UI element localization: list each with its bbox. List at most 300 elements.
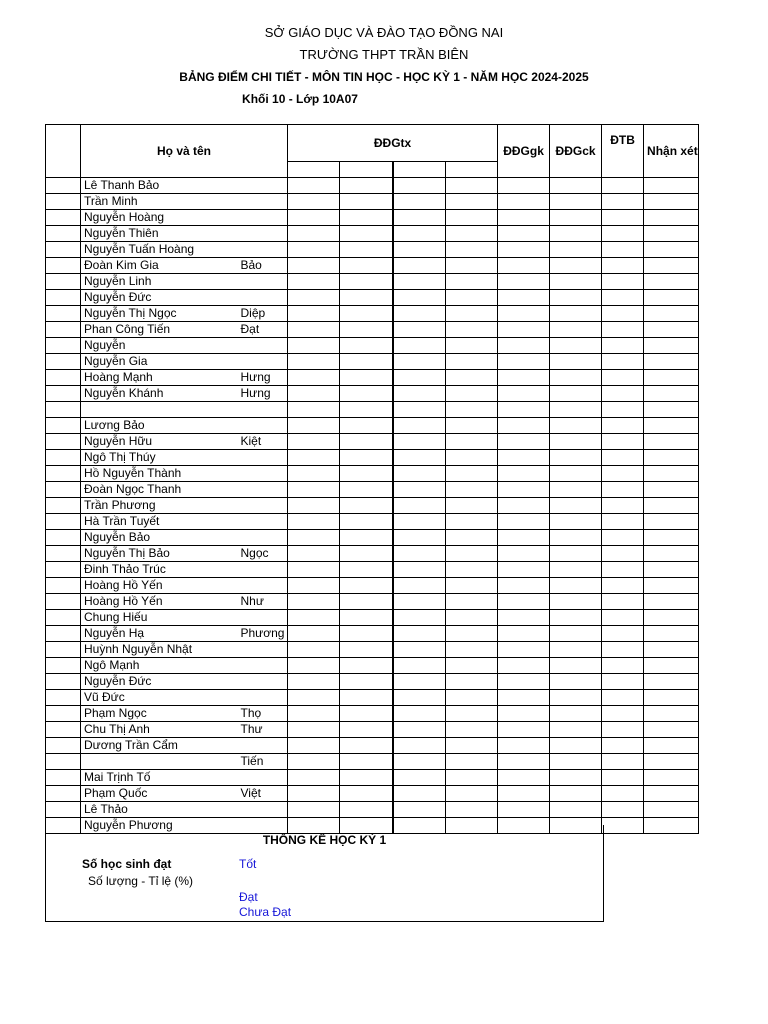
- ddgtx-cell-2: [340, 770, 393, 786]
- ddggk-cell: [498, 178, 550, 194]
- student-surname: Phan Công Tiến: [81, 322, 238, 338]
- nhanxet-cell: [644, 498, 699, 514]
- nhanxet-cell: [644, 578, 699, 594]
- ddgtx-cell-3: [393, 754, 446, 770]
- student-surname: Nguyễn Đức: [81, 674, 238, 690]
- name-header: Họ và tên: [81, 125, 288, 178]
- ddgtx-cell-2: [340, 738, 393, 754]
- ddgtx-cell-2: [340, 322, 393, 338]
- row-index-cell: [46, 386, 81, 402]
- row-index-cell: [46, 562, 81, 578]
- ddgtx-cell-3: [393, 514, 446, 530]
- student-surname: Nguyễn Linh: [81, 274, 238, 290]
- ddggk-cell: [498, 546, 550, 562]
- ddggk-cell: [498, 658, 550, 674]
- ddggk-cell: [498, 210, 550, 226]
- stats-section: [45, 825, 604, 922]
- table-row: [46, 386, 699, 402]
- ddgtx-cell-2: [340, 674, 393, 690]
- student-given-name: [238, 610, 288, 626]
- student-given-name: Bảo: [238, 258, 288, 274]
- nhanxet-cell: [644, 658, 699, 674]
- table-row: [46, 178, 699, 194]
- student-given-name: [238, 210, 288, 226]
- ddggk-cell: [498, 386, 550, 402]
- nhanxet-cell: [644, 738, 699, 754]
- row-index-cell: [46, 546, 81, 562]
- student-given-name: Thọ: [238, 706, 288, 722]
- ddgtx-cell-4: [446, 722, 498, 738]
- dtb-cell: [602, 530, 644, 546]
- student-surname: Mai Trịnh Tố: [81, 770, 238, 786]
- ddgck-cell: [550, 290, 602, 306]
- nhanxet-cell: [644, 706, 699, 722]
- student-given-name: [238, 178, 288, 194]
- student-surname: Nguyễn Bảo: [81, 530, 238, 546]
- ddgtx-cell-4: [446, 706, 498, 722]
- table-row: [46, 498, 699, 514]
- ddggk-cell: [498, 754, 550, 770]
- ddgtx-cell-1: [288, 610, 340, 626]
- nhanxet-cell: [644, 722, 699, 738]
- ddgtx-cell-2: [340, 338, 393, 354]
- nhanxet-cell: [644, 258, 699, 274]
- dtb-cell: [602, 370, 644, 386]
- table-row: [46, 354, 699, 370]
- student-given-name: Hưng: [238, 386, 288, 402]
- ddgtx-sub-3: [393, 162, 446, 178]
- table-row: [46, 450, 699, 466]
- class-line: Khối 10 - Lớp 10A07: [242, 92, 358, 106]
- ddgck-cell: [550, 258, 602, 274]
- ddgtx-cell-4: [446, 242, 498, 258]
- table-row: [46, 530, 699, 546]
- ddgtx-cell-2: [340, 194, 393, 210]
- ddgtx-cell-4: [446, 306, 498, 322]
- student-surname: Hoàng Hồ Yến: [81, 578, 238, 594]
- ddgtx-cell-1: [288, 514, 340, 530]
- row-index-cell: [46, 178, 81, 194]
- nhanxet-cell: [644, 482, 699, 498]
- ddgtx-cell-2: [340, 802, 393, 818]
- ddggk-cell: [498, 722, 550, 738]
- ddgck-cell: [550, 626, 602, 642]
- ddgtx-cell-3: [393, 658, 446, 674]
- ddgck-cell: [550, 706, 602, 722]
- ddgtx-cell-4: [446, 642, 498, 658]
- table-row: [46, 674, 699, 690]
- stats-level-tot: Tốt: [239, 857, 257, 871]
- dtb-cell: [602, 514, 644, 530]
- student-given-name: [238, 274, 288, 290]
- ddggk-cell: [498, 354, 550, 370]
- dtb-cell: [602, 610, 644, 626]
- table-row: [46, 770, 699, 786]
- stats-title: THỐNG KÊ HỌC KỲ 1: [262, 833, 387, 847]
- student-surname: Hoàng Mạnh: [81, 370, 238, 386]
- student-surname: Dương Trần Cẩm: [81, 738, 238, 754]
- ddgtx-cell-1: [288, 562, 340, 578]
- student-surname: Hồ Nguyễn Thành: [81, 466, 238, 482]
- ddgtx-cell-1: [288, 578, 340, 594]
- dtb-cell: [602, 322, 644, 338]
- dtb-cell: [602, 402, 644, 418]
- ddgtx-cell-3: [393, 770, 446, 786]
- dtb-cell: [602, 178, 644, 194]
- table-row: [46, 786, 699, 802]
- ddgtx-cell-1: [288, 226, 340, 242]
- ddgtx-cell-3: [393, 386, 446, 402]
- dtb-cell: [602, 658, 644, 674]
- nhanxet-cell: [644, 322, 699, 338]
- ddgck-cell: [550, 242, 602, 258]
- ddgtx-cell-4: [446, 210, 498, 226]
- ddgtx-cell-3: [393, 674, 446, 690]
- student-given-name: [238, 498, 288, 514]
- nhanxet-cell: [644, 770, 699, 786]
- ddgtx-cell-4: [446, 610, 498, 626]
- ddgtx-cell-2: [340, 386, 393, 402]
- student-surname: Đoàn Ngọc Thanh: [81, 482, 238, 498]
- department-name: SỞ GIÁO DỤC VÀ ĐÀO TẠO ĐỒNG NAI: [264, 25, 504, 40]
- row-index-cell: [46, 306, 81, 322]
- grade-table: [45, 124, 699, 834]
- student-surname: Lê Thanh Bảo: [81, 178, 238, 194]
- document-title: BẢNG ĐIỂM CHI TIẾT - MÔN TIN HỌC - HỌC KỲ 1 - NĂM HỌC 2024-2025: [179, 70, 589, 84]
- student-given-name: [238, 482, 288, 498]
- student-surname: Nguyễn Thiên: [81, 226, 238, 242]
- nhanxet-cell: [644, 338, 699, 354]
- ddgtx-cell-3: [393, 210, 446, 226]
- dtb-cell: [602, 306, 644, 322]
- dtb-cell: [602, 690, 644, 706]
- ddggk-cell: [498, 498, 550, 514]
- ddgtx-cell-2: [340, 450, 393, 466]
- ddgtx-cell-4: [446, 626, 498, 642]
- ddgtx-cell-4: [446, 482, 498, 498]
- student-given-name: [238, 514, 288, 530]
- ddgtx-cell-4: [446, 386, 498, 402]
- row-index-cell: [46, 578, 81, 594]
- nhanxet-cell: [644, 562, 699, 578]
- ddgtx-cell-1: [288, 210, 340, 226]
- ddgck-cell: [550, 194, 602, 210]
- ddgtx-cell-3: [393, 786, 446, 802]
- ddgtx-cell-3: [393, 306, 446, 322]
- ddgtx-cell-4: [446, 194, 498, 210]
- ddggk-cell: [498, 258, 550, 274]
- student-given-name: [238, 418, 288, 434]
- row-index-cell: [46, 466, 81, 482]
- ddggk-cell: [498, 610, 550, 626]
- table-row: [46, 370, 699, 386]
- ddgtx-cell-1: [288, 546, 340, 562]
- ddgtx-sub-2: [340, 162, 393, 178]
- stats-level-chua-dat: Chưa Đạt: [239, 905, 292, 919]
- table-row: [46, 402, 699, 418]
- row-index-cell: [46, 674, 81, 690]
- table-row: [46, 722, 699, 738]
- ddgck-cell: [550, 690, 602, 706]
- dtb-cell: [602, 386, 644, 402]
- ddgtx-cell-4: [446, 578, 498, 594]
- ddgtx-cell-1: [288, 674, 340, 690]
- ddgtx-cell-4: [446, 418, 498, 434]
- ddgck-cell: [550, 402, 602, 418]
- dtb-cell: [602, 626, 644, 642]
- ddgtx-cell-1: [288, 306, 340, 322]
- dtb-cell: [602, 802, 644, 818]
- student-surname: Hà Trần Tuyết: [81, 514, 238, 530]
- row-index-cell: [46, 370, 81, 386]
- ddggk-cell: [498, 306, 550, 322]
- ddgtx-cell-1: [288, 594, 340, 610]
- ddgtx-cell-4: [446, 370, 498, 386]
- ddggk-cell: [498, 226, 550, 242]
- dtb-cell: [602, 242, 644, 258]
- table-row: [46, 274, 699, 290]
- ddgtx-cell-2: [340, 242, 393, 258]
- dtb-cell: [602, 194, 644, 210]
- ddgtx-cell-2: [340, 706, 393, 722]
- nhanxet-cell: [644, 418, 699, 434]
- table-row: [46, 322, 699, 338]
- ddgtx-cell-4: [446, 290, 498, 306]
- table-row: [46, 562, 699, 578]
- ddgck-cell: [550, 434, 602, 450]
- student-given-name: [238, 562, 288, 578]
- ddgtx-cell-3: [393, 450, 446, 466]
- student-given-name: Như: [238, 594, 288, 610]
- row-index-cell: [46, 530, 81, 546]
- ddgtx-cell-2: [340, 754, 393, 770]
- ddgtx-cell-3: [393, 562, 446, 578]
- ddgtx-cell-3: [393, 194, 446, 210]
- ddgtx-cell-3: [393, 354, 446, 370]
- row-index-cell: [46, 642, 81, 658]
- ddgck-cell: [550, 386, 602, 402]
- ddgtx-cell-4: [446, 754, 498, 770]
- ddgtx-cell-3: [393, 594, 446, 610]
- ddgck-cell: [550, 546, 602, 562]
- ddgck-cell: [550, 370, 602, 386]
- ddgtx-cell-2: [340, 610, 393, 626]
- nhanxet-cell: [644, 530, 699, 546]
- ddgtx-cell-3: [393, 482, 446, 498]
- table-row: [46, 578, 699, 594]
- ddggk-cell: [498, 562, 550, 578]
- dtb-cell: [602, 818, 644, 834]
- dtb-cell: [602, 674, 644, 690]
- ddgtx-cell-2: [340, 626, 393, 642]
- ddgck-cell: [550, 338, 602, 354]
- ddgtx-cell-2: [340, 274, 393, 290]
- school-name: TRƯỜNG THPT TRẦN BIÊN: [299, 47, 469, 62]
- ddggk-cell: [498, 786, 550, 802]
- ddgck-cell: [550, 466, 602, 482]
- ddgck-cell: [550, 642, 602, 658]
- ddgtx-cell-3: [393, 578, 446, 594]
- nhanxet-cell: [644, 818, 699, 834]
- ddgtx-cell-1: [288, 274, 340, 290]
- row-index-cell: [46, 226, 81, 242]
- dtb-cell: [602, 594, 644, 610]
- ddgtx-cell-2: [340, 466, 393, 482]
- student-surname: Ngô Mạnh: [81, 658, 238, 674]
- ddgtx-cell-1: [288, 290, 340, 306]
- student-given-name: [238, 354, 288, 370]
- ddgtx-cell-4: [446, 338, 498, 354]
- row-index-cell: [46, 738, 81, 754]
- dtb-cell: [602, 434, 644, 450]
- ddgtx-cell-1: [288, 242, 340, 258]
- ddgtx-cell-1: [288, 786, 340, 802]
- ddgtx-cell-2: [340, 690, 393, 706]
- row-index-cell: [46, 402, 81, 418]
- ddggk-cell: [498, 594, 550, 610]
- ddgtx-cell-1: [288, 658, 340, 674]
- row-index-cell: [46, 802, 81, 818]
- student-surname: Nguyễn Tuấn Hoàng: [81, 242, 238, 258]
- nhanxet-cell: [644, 290, 699, 306]
- student-surname: Chung Hiếu: [81, 610, 238, 626]
- ddgtx-cell-1: [288, 322, 340, 338]
- ddgtx-cell-1: [288, 626, 340, 642]
- row-index-cell: [46, 450, 81, 466]
- student-surname: Nguyễn: [81, 338, 238, 354]
- student-given-name: Phương: [238, 626, 288, 642]
- dtb-cell: [602, 274, 644, 290]
- ddgck-cell: [550, 594, 602, 610]
- ddggk-cell: [498, 242, 550, 258]
- row-index-cell: [46, 706, 81, 722]
- student-surname: Phạm Quốc: [81, 786, 238, 802]
- nhanxet-cell: [644, 242, 699, 258]
- ddgtx-cell-3: [393, 722, 446, 738]
- row-index-cell: [46, 610, 81, 626]
- ddgtx-cell-2: [340, 354, 393, 370]
- nhanxet-header: Nhận xét: [644, 125, 699, 178]
- ddggk-cell: [498, 434, 550, 450]
- ddgtx-cell-4: [446, 402, 498, 418]
- ddggk-cell: [498, 194, 550, 210]
- ddgtx-sub-4: [446, 162, 498, 178]
- ddgtx-cell-2: [340, 178, 393, 194]
- student-surname: Lê Thảo: [81, 802, 238, 818]
- ddgtx-cell-2: [340, 578, 393, 594]
- nhanxet-cell: [644, 786, 699, 802]
- ddgtx-cell-1: [288, 194, 340, 210]
- ddggk-cell: [498, 530, 550, 546]
- ddgtx-cell-4: [446, 322, 498, 338]
- ddgtx-cell-2: [340, 786, 393, 802]
- student-given-name: [238, 402, 288, 418]
- ddgck-cell: [550, 418, 602, 434]
- nhanxet-cell: [644, 402, 699, 418]
- ddgck-cell: [550, 738, 602, 754]
- ddggk-cell: [498, 274, 550, 290]
- table-row: [46, 482, 699, 498]
- ddgtx-cell-3: [393, 498, 446, 514]
- ddgtx-cell-2: [340, 546, 393, 562]
- ddgtx-cell-4: [446, 786, 498, 802]
- ddgck-cell: [550, 674, 602, 690]
- ddgtx-cell-3: [393, 402, 446, 418]
- student-given-name: [238, 642, 288, 658]
- student-given-name: Thư: [238, 722, 288, 738]
- ddgck-cell: [550, 354, 602, 370]
- ddgtx-cell-4: [446, 738, 498, 754]
- table-row: [46, 626, 699, 642]
- ddgtx-cell-2: [340, 210, 393, 226]
- student-given-name: [238, 450, 288, 466]
- row-index-cell: [46, 418, 81, 434]
- row-index-cell: [46, 194, 81, 210]
- ddggk-cell: [498, 338, 550, 354]
- ddgck-cell: [550, 306, 602, 322]
- row-index-cell: [46, 786, 81, 802]
- nhanxet-cell: [644, 178, 699, 194]
- student-surname: Huỳnh Nguyễn Nhật: [81, 642, 238, 658]
- dtb-cell: [602, 290, 644, 306]
- student-surname: Nguyễn Phương: [81, 818, 238, 834]
- table-row: [46, 546, 699, 562]
- ddgck-cell: [550, 322, 602, 338]
- nhanxet-cell: [644, 642, 699, 658]
- ddgtx-cell-3: [393, 626, 446, 642]
- table-row: [46, 194, 699, 210]
- row-index-cell: [46, 722, 81, 738]
- ddgtx-cell-1: [288, 802, 340, 818]
- ddgtx-cell-3: [393, 530, 446, 546]
- ddggk-cell: [498, 514, 550, 530]
- ddgtx-cell-2: [340, 258, 393, 274]
- student-given-name: Tiến: [238, 754, 288, 770]
- ddgtx-cell-3: [393, 242, 446, 258]
- nhanxet-cell: [644, 674, 699, 690]
- table-row: [46, 514, 699, 530]
- ddgtx-cell-4: [446, 498, 498, 514]
- ddgtx-cell-1: [288, 706, 340, 722]
- ddgtx-cell-4: [446, 354, 498, 370]
- student-given-name: Đạt: [238, 322, 288, 338]
- student-given-name: Kiệt: [238, 434, 288, 450]
- table-row: [46, 754, 699, 770]
- ddgtx-cell-1: [288, 466, 340, 482]
- ddgtx-cell-3: [393, 418, 446, 434]
- ddgtx-cell-1: [288, 722, 340, 738]
- dtb-cell: [602, 418, 644, 434]
- ddgtx-cell-4: [446, 466, 498, 482]
- ddgtx-cell-4: [446, 274, 498, 290]
- ddgtx-cell-3: [393, 258, 446, 274]
- ddgtx-cell-3: [393, 290, 446, 306]
- ddggk-header: ĐĐGgk: [498, 125, 550, 178]
- student-surname: Trần Minh: [81, 194, 238, 210]
- ddgtx-cell-4: [446, 690, 498, 706]
- ddgtx-cell-4: [446, 178, 498, 194]
- dtb-cell: [602, 498, 644, 514]
- student-given-name: [238, 290, 288, 306]
- ddgck-cell: [550, 514, 602, 530]
- ddggk-cell: [498, 706, 550, 722]
- student-given-name: Diệp: [238, 306, 288, 322]
- row-index-cell: [46, 354, 81, 370]
- row-index-cell: [46, 514, 81, 530]
- ddgck-header: ĐĐGck: [550, 125, 602, 178]
- student-given-name: Việt: [238, 786, 288, 802]
- ddgtx-cell-3: [393, 802, 446, 818]
